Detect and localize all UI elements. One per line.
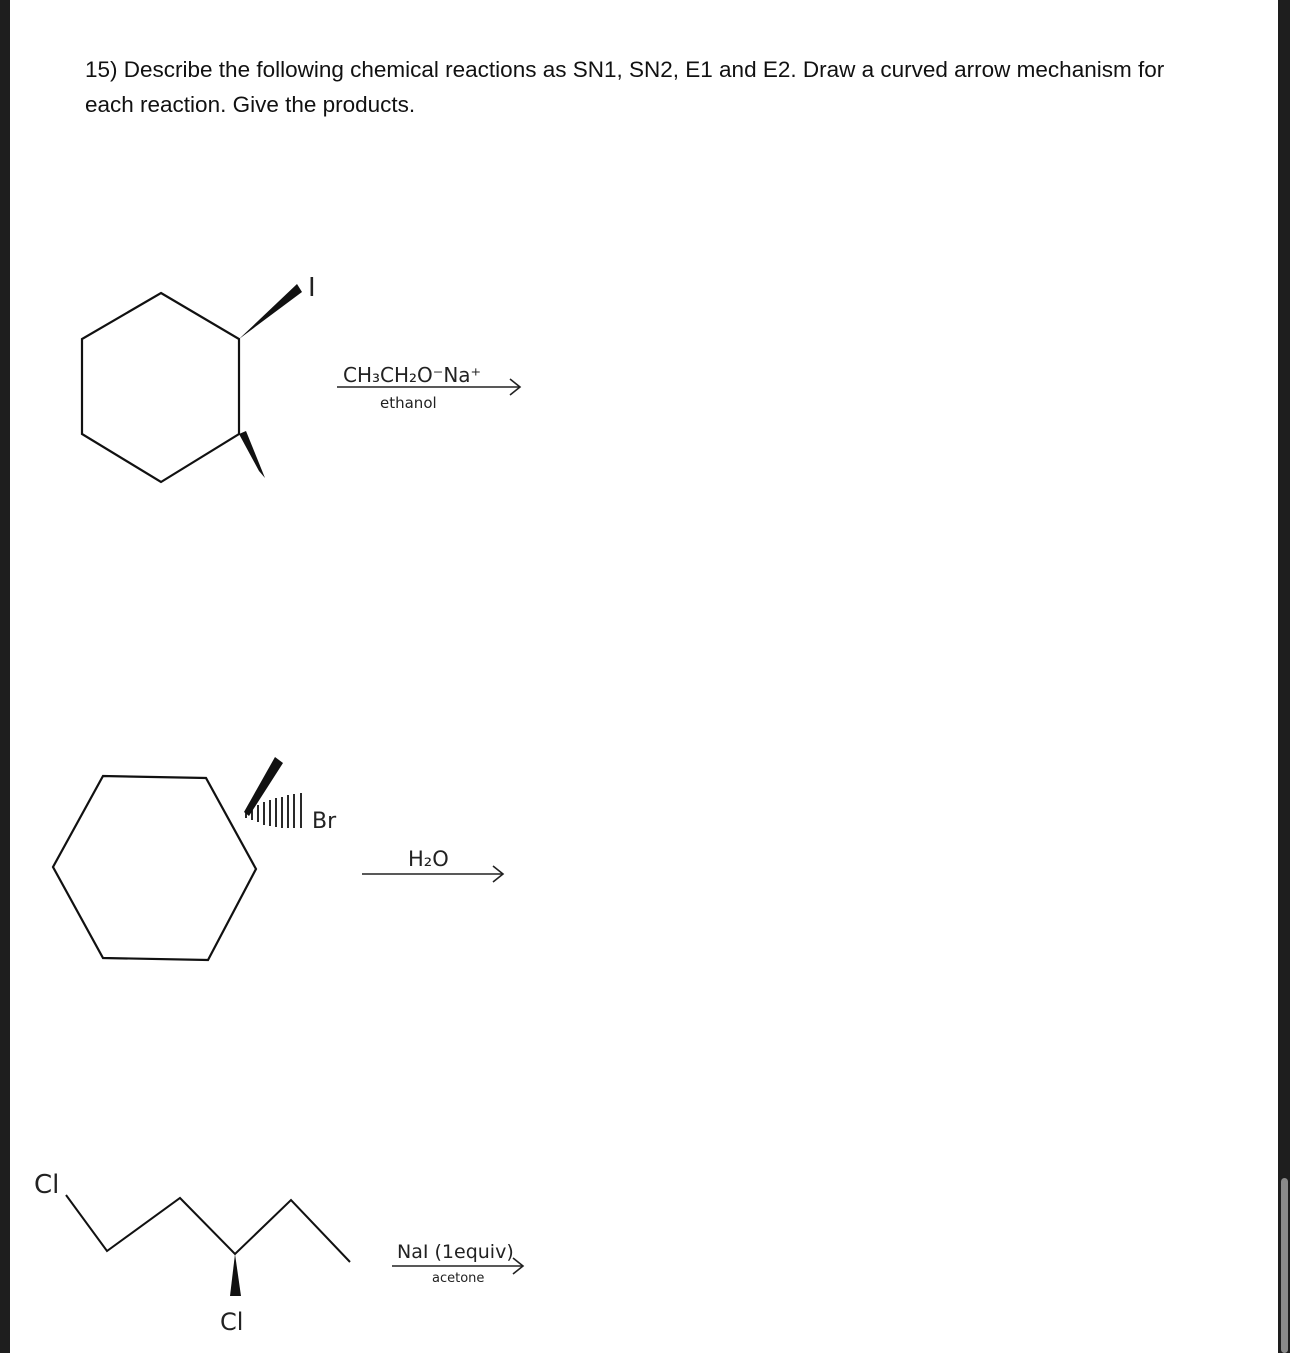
- reagent-3-label: NaI (1equiv): [397, 1241, 514, 1263]
- question-text: 15) Describe the following chemical reactions as SN1, SN2, E1 and E2. Draw a curved arrow mechanism for each reaction. Give the products.: [85, 57, 1165, 117]
- wedge-bond-methyl: [239, 431, 265, 478]
- reaction-2: [53, 757, 503, 960]
- solvent-3-label: acetone: [432, 1271, 485, 1286]
- reaction-1: [82, 273, 520, 482]
- reagent-1-label: CH₃CH₂O⁻Na⁺: [343, 363, 482, 387]
- reaction-3: [34, 1170, 523, 1336]
- wedge-bond-iodo: [239, 284, 302, 339]
- wedge-bond-chloro: [230, 1254, 241, 1296]
- cyclohexane-ring-2: [53, 776, 256, 960]
- cyclohexane-ring-1: [82, 293, 239, 482]
- carbon-chain: [66, 1195, 350, 1262]
- bromo-label: Br: [312, 809, 337, 834]
- solvent-1-label: ethanol: [380, 394, 437, 412]
- iodo-label: I: [308, 273, 316, 303]
- chloro-terminal-label: Cl: [34, 1170, 60, 1200]
- reagent-2-label: H₂O: [408, 847, 449, 871]
- chloro-wedge-label: Cl: [220, 1308, 244, 1336]
